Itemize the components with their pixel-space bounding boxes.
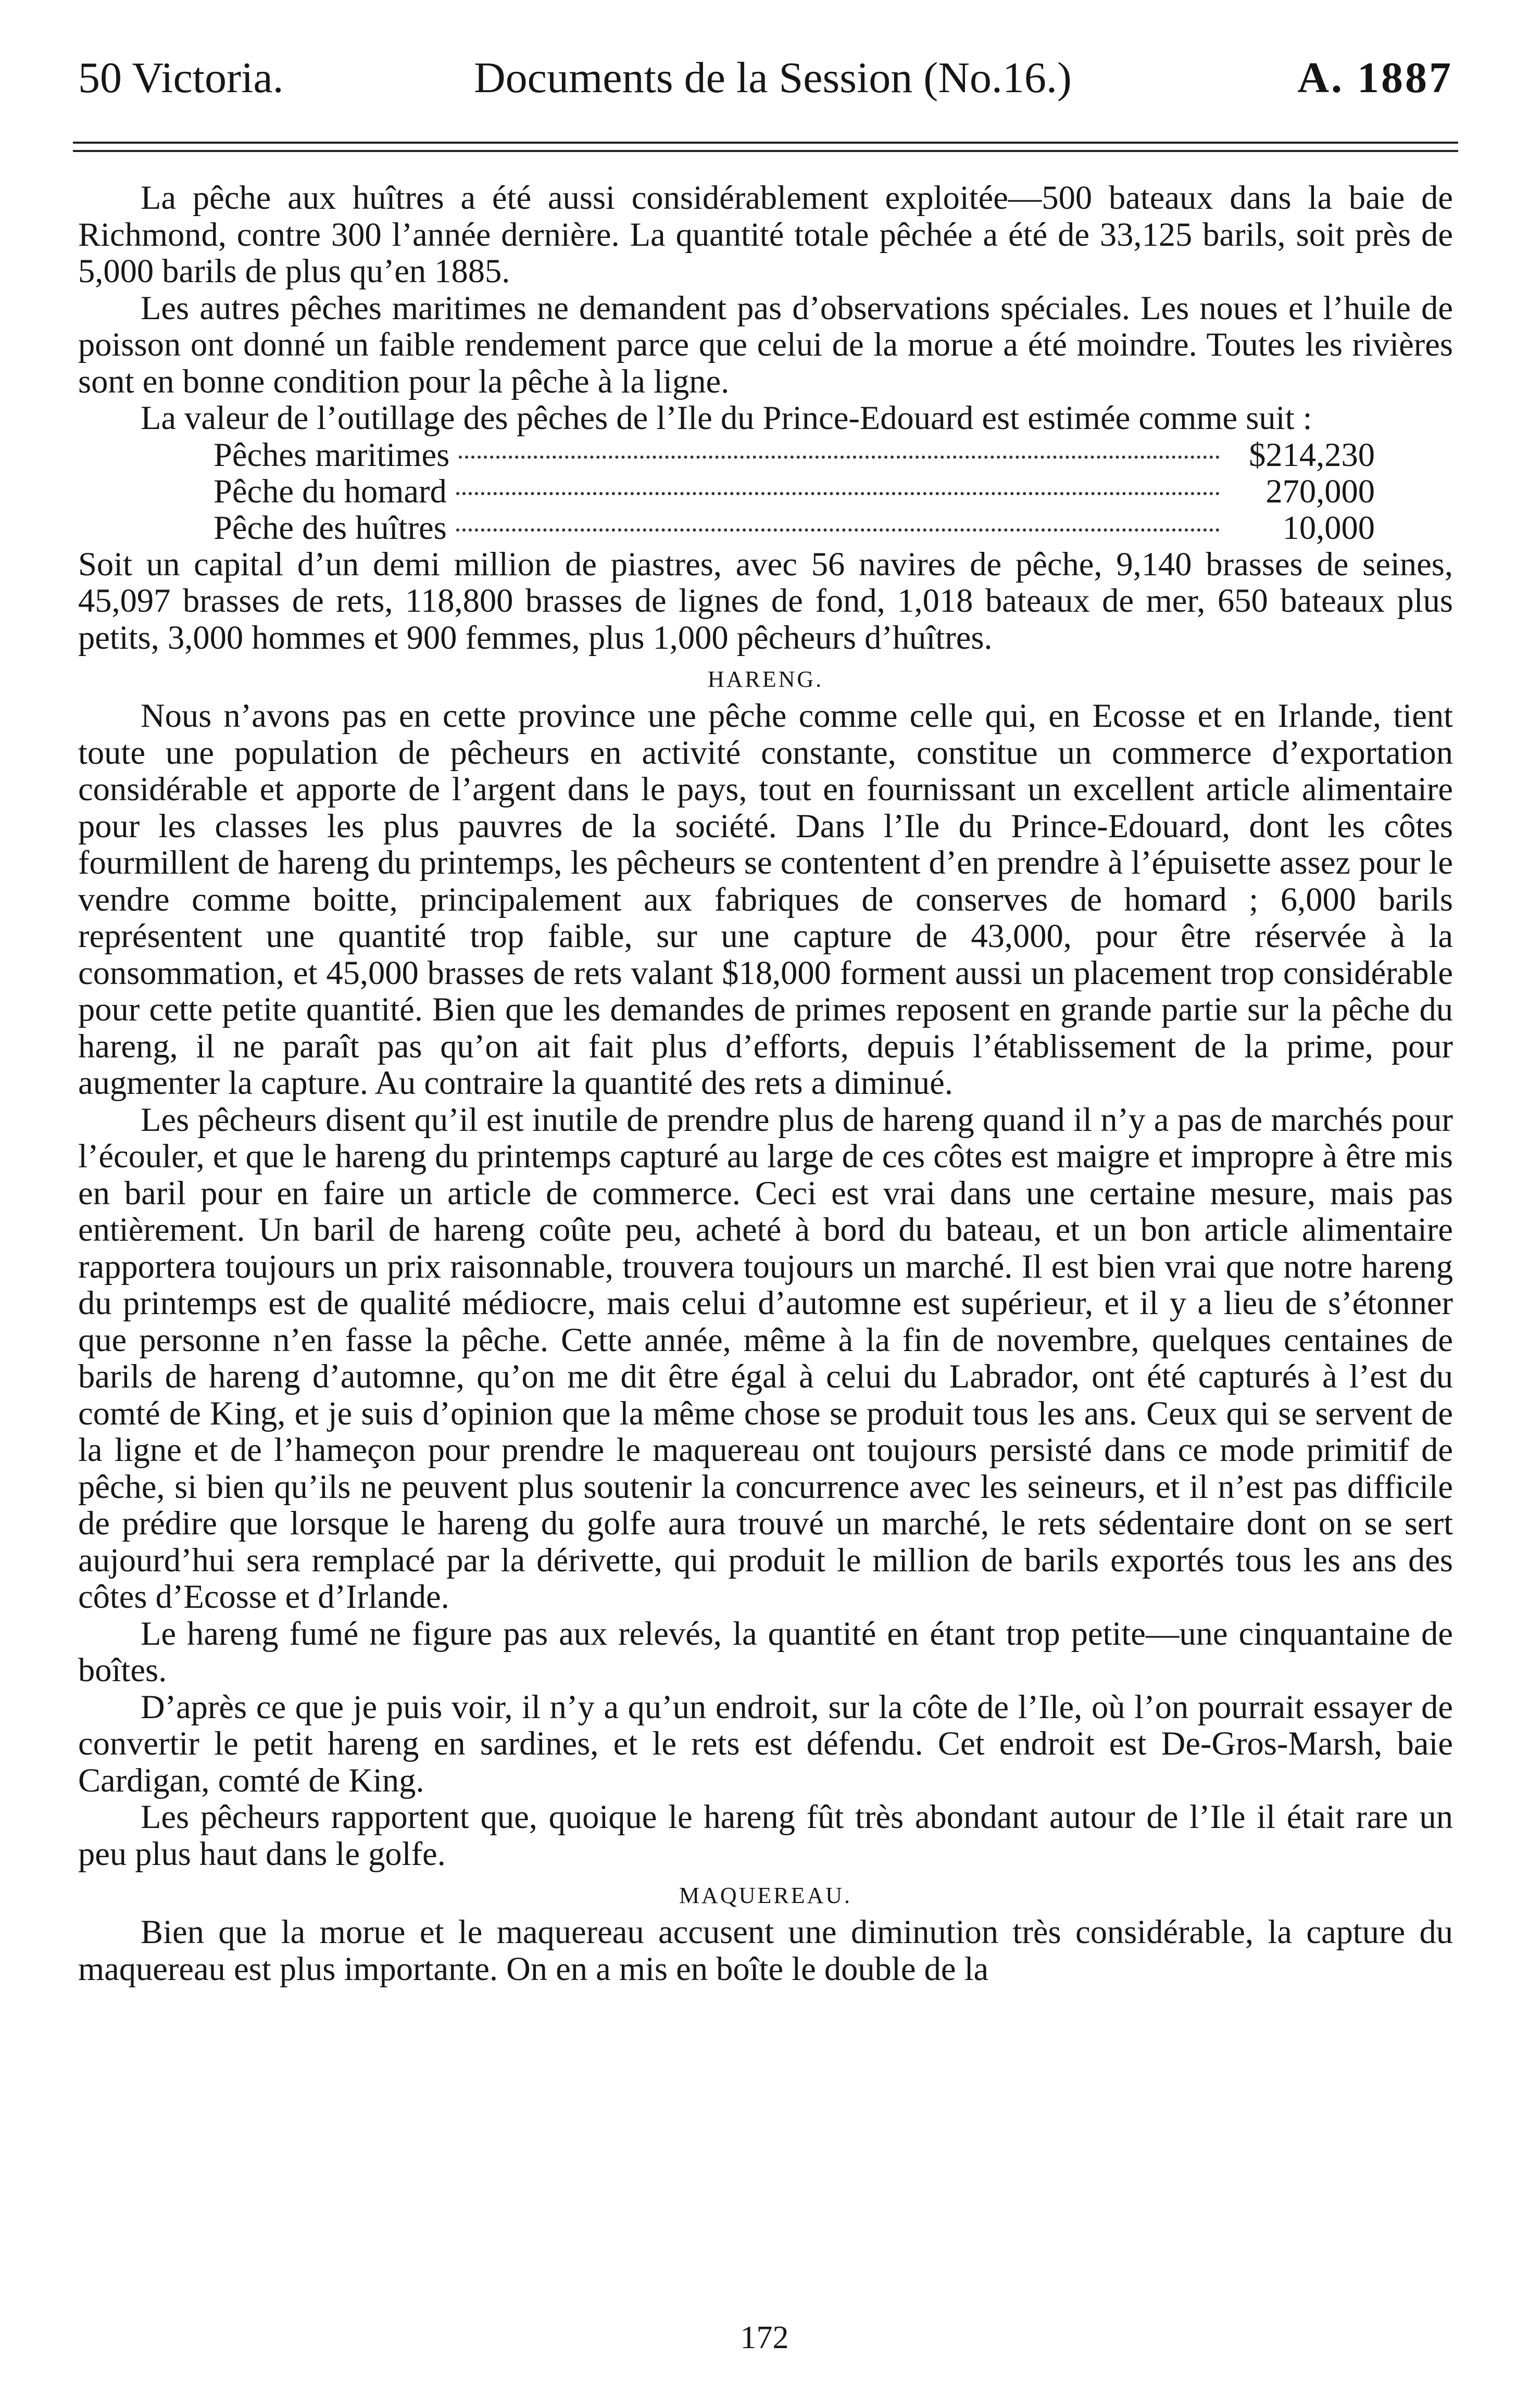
header-year: A. 1887 xyxy=(1297,54,1453,102)
outillage-table xyxy=(214,437,1375,546)
paragraph-maquereau: Bien que la morue et le maquereau accusent une diminution très considérable, la capture du maquereau est plus importante. On en a mis en boîte le double de la xyxy=(78,1913,1453,1987)
paragraph-huitres: La pêche aux huîtres a été aussi considérablement exploitée—500 bateaux dans la baie de Richmond, contre 300 l’année dernière. La quantité totale pêchée a été de 33,125 barils, soit près de 5,000 barils de plus qu’en 1885. xyxy=(78,179,1453,289)
table-row xyxy=(214,473,1375,510)
table-row-label: Pêches maritimes xyxy=(214,436,450,473)
paragraph-hareng-fume: Le hareng fumé ne figure pas aux relevés, la quantité en étant trop petite—une cinquantaine de boîtes. xyxy=(78,1615,1453,1688)
page-number: 172 xyxy=(740,2320,789,2355)
table-row-value: $214,230 xyxy=(1249,436,1375,473)
page-header xyxy=(78,44,1453,112)
dot-leader xyxy=(456,492,1220,495)
paragraph-hareng-abondant: Les pêcheurs rapportent que, quoique le hareng fût très abondant autour de l’Ile il était rare un peu plus haut dans le golfe. xyxy=(78,1798,1453,1872)
section-heading-hareng: HARENG. xyxy=(707,666,824,692)
paragraph-autres-peches: Les autres pêches maritimes ne demandent pas d’observations spéciales. Les noues et l’huile de poisson ont donné un faible rendement parce que celui de la morue a été moindre. Toutes les rivières sont en bonne condition pour la pêche à la ligne. xyxy=(78,289,1453,400)
header-session-year: 50 Victoria. xyxy=(78,54,284,102)
dot-leader xyxy=(459,456,1220,459)
paragraph-hareng-province: Nous n’avons pas en cette province une pêche comme celle qui, en Ecosse et en Irlande, tient toute une population de pêcheurs en activité constante, constitue un commerce d’exportation considérable et apporte de l’argent dans le pays, tout en fournissant un excellent article alimentaire pour les classes les plus pauvres de la société. Dans l’Ile du Prince-Edouard, dont les côtes fourmillent de hareng du printemps, les pêcheurs se contentent d’en prendre à l’épuisette assez pour le vendre comme boitte, principalement aux fabriques de conserves de homard ; 6,000 barils représentent une quantité trop faible, sur une capture de 43,000, pour être réservée à la consommation, et 45,000 brasses de rets valant $18,000 forment aussi un placement trop considérable pour cette petite quantité. Bien que les demandes de primes reposent en grande partie sur la pêche du hareng, il ne paraît pas qu’on ait fait plus d’efforts, depuis l’établissement de la prime, pour augmenter la capture. Au contraire la quantité des rets a diminué. xyxy=(78,697,1453,1101)
table-row-value: 10,000 xyxy=(1282,509,1375,546)
table-row-value: 270,000 xyxy=(1265,472,1375,510)
header-document-title: Documents de la Session (No.16.) xyxy=(474,54,1072,102)
table-row xyxy=(214,437,1375,473)
paragraph-valeur-outillage: La valeur de l’outillage des pêches de l’Ile du Prince-Edouard est estimée comme suit : xyxy=(141,399,1312,436)
paragraph-capital: Soit un capital d’un demi million de piastres, avec 56 navires de pêche, 9,140 brasses de seines, 45,097 brasses de rets, 118,800 brasses de lignes de fond, 1,018 bateaux de mer, 650 bateaux plus petits, 3,000 hommes et 900 femmes, plus 1,000 pêcheurs d’huîtres. xyxy=(78,545,1453,656)
document-body xyxy=(78,180,1453,1987)
dot-leader xyxy=(456,528,1220,532)
paragraph-hareng-marches: Les pêcheurs disent qu’il est inutile de prendre plus de hareng quand il n’y a pas de marchés pour l’écouler, et que le hareng du printemps capturé au large de ces côtes est maigre et impropre à être mis en baril pour en faire un article de commerce. Ceci est vrai dans une certaine mesure, mais pas entièrement. Un baril de hareng coûte peu, acheté à bord du bateau, et un bon article alimentaire rapportera toujours un prix raisonnable, trouvera toujours un marché. Il est bien vrai que notre hareng du printemps est de qualité médiocre, mais celui d’automne est supérieur, et il y a lieu de s’étonner que personne n’en fasse la pêche. Cette année, même à la fin de novembre, quelques centaines de barils de hareng d’automne, qu’on me dit être égal à celui du Labrador, ont été capturés à l’est du comté de King, et je suis d’opinion que la même chose se produit tous les ans. Ceux qui se servent de la ligne et de l’hameçon pour prendre le maquereau ont toujours persisté dans ce mode primitif de pêche, si bien qu’ils ne peuvent plus soutenir la concurrence avec les seineurs, et il n’est pas difficile de prédire que lorsque le hareng du golfe aura trouvé un marché, le rets sédentaire dont on se sert aujourd’hui sera remplacé par la dérivette, qui produit le million de barils exportés tous les ans des côtes d’Ecosse et d’Irlande. xyxy=(78,1101,1453,1615)
paragraph-sardines: D’après ce que je puis voir, il n’y a qu’un endroit, sur la côte de l’Ile, où l’on pourrait essayer de convertir le petit hareng en sardines, et le rets est défendu. Cet endroit est De-Gros-Marsh, baie Cardigan, comté de King. xyxy=(78,1688,1453,1799)
table-row-label: Pêche du homard xyxy=(214,472,447,510)
table-row xyxy=(214,510,1375,546)
header-rule-bottom xyxy=(73,150,1458,152)
table-row-label: Pêche des huîtres xyxy=(214,509,447,546)
section-heading-maquereau: MAQUEREAU. xyxy=(679,1883,853,1908)
header-rule-top xyxy=(73,142,1458,144)
